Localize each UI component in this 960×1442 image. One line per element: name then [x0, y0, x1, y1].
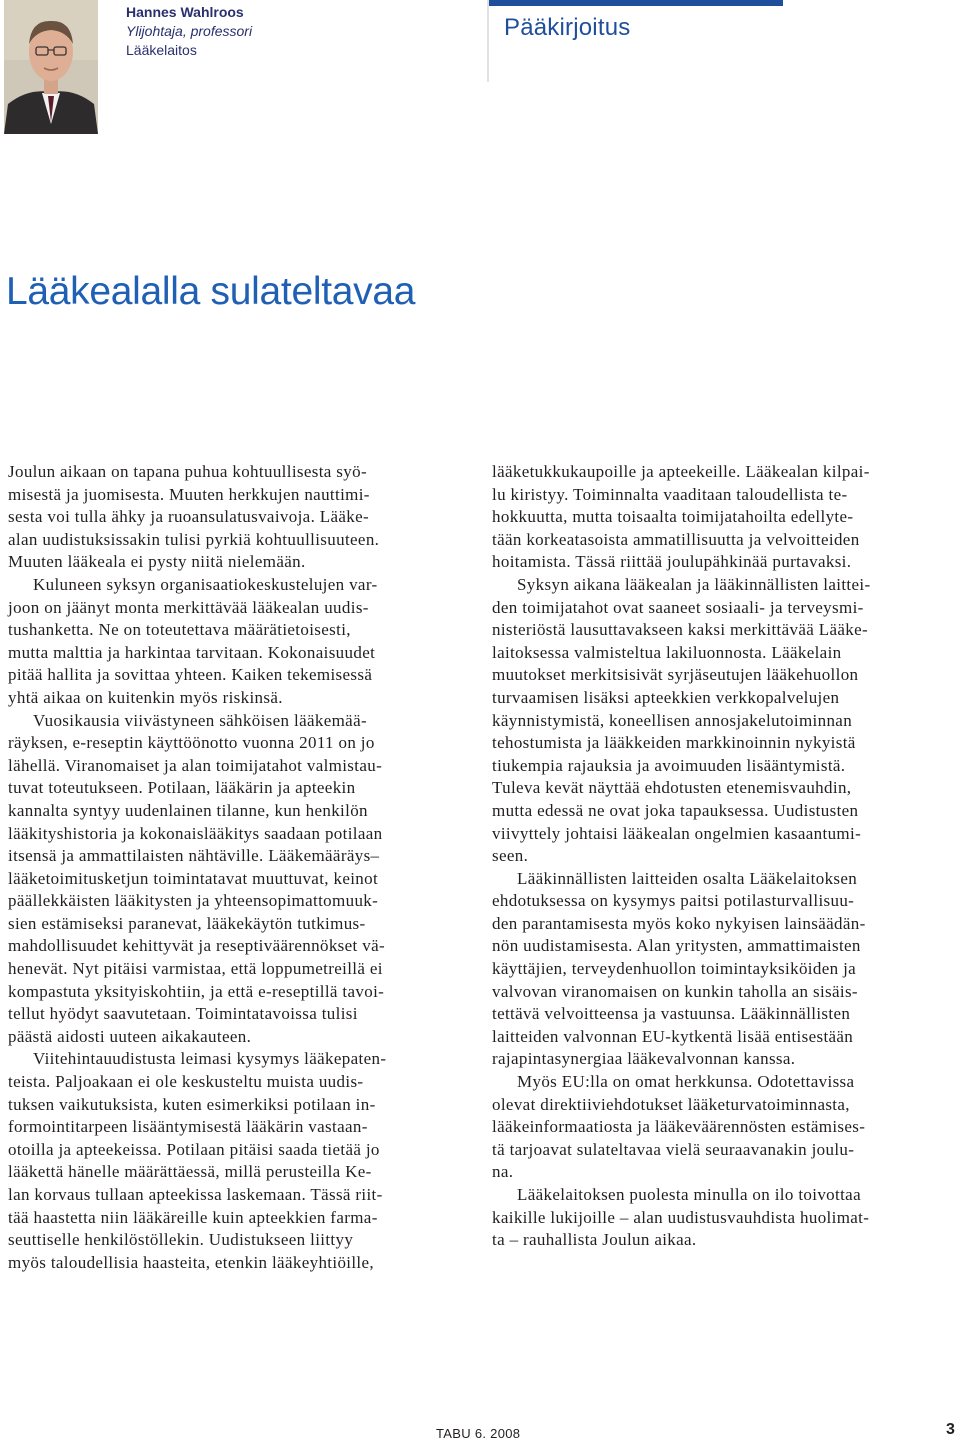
section-divider	[487, 0, 489, 82]
text-line: nön uudistamisesta. Alan yritysten, ammattimaisten	[492, 936, 861, 956]
text-line: käynnistymistä, koneellisen annosjakelutoiminnan	[492, 710, 853, 730]
text-line: hoitamista. Tässä riittää joulupähkinää purtavaksi.	[492, 552, 852, 572]
text-line: Lääkelaitoksen puolesta minulla on ilo toivottaa	[517, 1185, 861, 1204]
text-line: tettävä velvoitteensa ja vastuunsa. Lääkinnällisten	[492, 1004, 851, 1024]
text-line: Tuleva kevät näyttää ehdotusten etenemisvauhdin,	[492, 778, 852, 798]
text-line: tää haastetta niin lääkäreille kuin apteekkien farma-	[8, 1207, 378, 1227]
text-line: yhtä aikaa on kuitenkin myös riskinsä.	[8, 687, 283, 707]
text-line: laitteiden valvonnan EU-kytkentä lisää entisestään	[492, 1026, 854, 1046]
section-accent-bar	[489, 0, 783, 6]
text-line: tiukempia rajauksia ja avoimuuden lisääntymistä.	[492, 755, 846, 775]
text-line: muutokset merkitsisivät syrjäseutujen lääkehuollon	[492, 665, 859, 685]
text-line: Viitehintauudistusta leimasi kysymys lääkepaten-	[33, 1049, 387, 1069]
article-column-left	[8, 461, 463, 1274]
text-line: tellut hyödyt saavutetaan. Toimintatavoissa tulisi	[8, 1004, 358, 1024]
text-line: seen.	[492, 846, 529, 866]
text-line: teista. Paljoakaan ei ole keskusteltu muista uudis-	[8, 1072, 364, 1092]
article-headline: Lääkealalla sulateltavaa	[6, 270, 416, 313]
text-line: tushanketta. Ne on toteutettava määrätietoisesti,	[8, 620, 351, 640]
text-line: nisteriöstä lausuttavakseen kaksi merkittävää Lääke-	[492, 620, 869, 640]
text-line: mutta malttia ja harkintaa tarvitaan. Kokonaisuudet	[8, 642, 376, 662]
text-line: mahdollisuudet kehittyvät ja reseptiväärennökset vä-	[8, 936, 385, 956]
text-line: Vuosikausia viivästyneen sähköisen lääkemää-	[33, 710, 367, 730]
text-line: turvaamisen lisäksi apteekkien verkkopalvelujen	[492, 687, 840, 707]
text-line: lan korvaus tullaan apteekissa laskemaan. Tässä riit-	[8, 1185, 383, 1204]
text-line: alan uudistuksissakin tulisi pyrkiä kohtuullisuuteen.	[8, 529, 380, 549]
text-line: tuksen vaikutuksista, kuten esimerkiksi potilaan in-	[8, 1094, 376, 1114]
text-line: päästä aidosti uuteen aikakauteen.	[8, 1026, 252, 1046]
text-line: tä tarjoavat sulateltavaa vielä seuraavanakin joulu-	[492, 1139, 855, 1159]
text-line: kompastuta yksityiskohtiin, ja että e-reseptillä tavoi-	[8, 981, 385, 1001]
text-line: laitoksessa valmisteltua lakiluonnosta. Lääkelain	[492, 642, 842, 662]
section-label: Pääkirjoitus	[504, 14, 631, 41]
publication-footer: TABU 6. 2008	[436, 1426, 521, 1441]
text-line: tehostumista ja lääkkeiden markkinoinnin nykyistä	[492, 733, 856, 753]
author-portrait-icon	[4, 0, 98, 134]
article-column-right	[492, 461, 947, 1252]
text-line: viivyttely johtaisi lääkealan ongelmien kasaantumi-	[492, 823, 862, 843]
text-line: lähellä. Viranomaiset ja alan toimijatahot valmistau-	[8, 755, 383, 775]
text-line: mutta edessä ne ovat joka tapauksessa. Uudistusten	[492, 800, 859, 820]
text-line: räyksen, e-reseptin käyttöönotto vuonna 2011 on jo	[8, 733, 375, 753]
text-line: pitää hallita ja sovittaa yhteen. Kaiken tekemisessä	[8, 665, 373, 685]
text-line: kannalta syntyy uudenlainen tilanne, kun henkilön	[8, 800, 368, 820]
text-line: tuvat toteutukseen. Potilaan, lääkärin ja apteekin	[8, 778, 356, 798]
text-line: Myös EU:lla on omat herkkunsa. Odotettavissa	[517, 1072, 855, 1092]
text-line: lääkityshistoria ja kokonaislääkitys saadaan potilaan	[8, 823, 383, 843]
text-line: den parantamisesta myös koko nykyisen lainsäädän-	[492, 913, 866, 933]
text-line: päällekkäisten lääkitysten ja yhteensopimattomuuk-	[8, 891, 379, 911]
text-line: itsensä ja ammattilaisten nähtäville. Lääkemääräys–	[8, 846, 380, 866]
text-line: misestä ja juomisesta. Muuten herkkujen nauttimi-	[8, 484, 370, 504]
page-number: 3	[946, 1421, 955, 1438]
text-line: Kuluneen syksyn organisaatiokeskustelujen var-	[33, 574, 378, 594]
text-line: joon on jäänyt monta merkittävää lääkealan uudis-	[8, 597, 369, 617]
text-line: Muuten lääkeala ei pysty niitä nielemään.	[8, 552, 306, 572]
author-title: Ylijohtaja, professori	[126, 23, 253, 39]
text-line: sien estämiseksi paranevat, lääkekäytön tutkimus-	[8, 913, 366, 933]
text-line: na.	[492, 1162, 514, 1182]
author-name: Hannes Wahlroos	[126, 4, 244, 20]
author-byline	[126, 3, 252, 60]
text-line: lu kiristyy. Toiminnalta vaaditaan taloudellista te-	[492, 484, 848, 504]
text-line: myös taloudellisia haasteita, etenkin lääkeyhtiöille,	[8, 1252, 375, 1272]
text-line: formointitarpeen lisääntymisestä lääkärin vastaan-	[8, 1117, 368, 1137]
text-line: seuttiselle henkilöstöllekin. Uudistukseen liittyy	[8, 1230, 354, 1250]
text-line: henevät. Nyt pitäisi varmistaa, että loppumetreillä ei	[8, 959, 383, 979]
text-line: olevat direktiiviehdotukset lääketurvatoiminnasta,	[492, 1094, 850, 1114]
text-line: sesta voi tulla ähky ja ruoansulatusvaivoja. Lääke-	[8, 507, 370, 527]
text-line: lääkettä hänelle määrättäessä, millä perusteilla Ke-	[8, 1162, 372, 1182]
text-line: hokkuutta, mutta toisaalta toimijatahoilta edellyte-	[492, 507, 854, 527]
text-line: lääkeinformaatiosta ja lääkeväärennösten estämises-	[492, 1117, 866, 1137]
text-line: käyttäjien, terveydenhuollon toimintayksiköiden ja	[492, 959, 857, 979]
author-organization: Lääkelaitos	[126, 42, 197, 58]
text-line: lääketoimitusketjun toimintatavat muuttuvat, keinot	[8, 868, 379, 888]
text-line: ta – rauhallista Joulun aikaa.	[492, 1230, 697, 1250]
author-photo	[4, 0, 98, 134]
text-line: den toimijatahot ovat saaneet sosiaali- ja terveysmi-	[492, 597, 864, 617]
text-line: rajapintasynergiaa lääkevalvonnan kanssa.	[492, 1049, 796, 1069]
text-line: kaikille lukijoille – alan uudistusvauhdista huolimat-	[492, 1207, 870, 1227]
text-line: ehdotuksessa on kysymys paitsi potilasturvallisuu-	[492, 891, 855, 911]
text-line: lääketukkukaupoille ja apteekeille. Lääkealan kilpai-	[492, 462, 870, 481]
text-line: Joulun aikaan on tapana puhua kohtuullisesta syö-	[8, 462, 367, 481]
text-line: otoilla ja apteekeissa. Potilaan pitäisi saada tietää jo	[8, 1139, 380, 1159]
text-line: tään korkeatasoista ammatillisuutta ja velvoitteiden	[492, 529, 860, 549]
text-line: valvovan viranomaisen on kunkin taholla an sisäis-	[492, 981, 858, 1001]
text-line: Syksyn aikana lääkealan ja lääkinnällisten laittei-	[517, 574, 871, 594]
text-line: Lääkinnällisten laitteiden osalta Lääkelaitoksen	[517, 868, 858, 888]
